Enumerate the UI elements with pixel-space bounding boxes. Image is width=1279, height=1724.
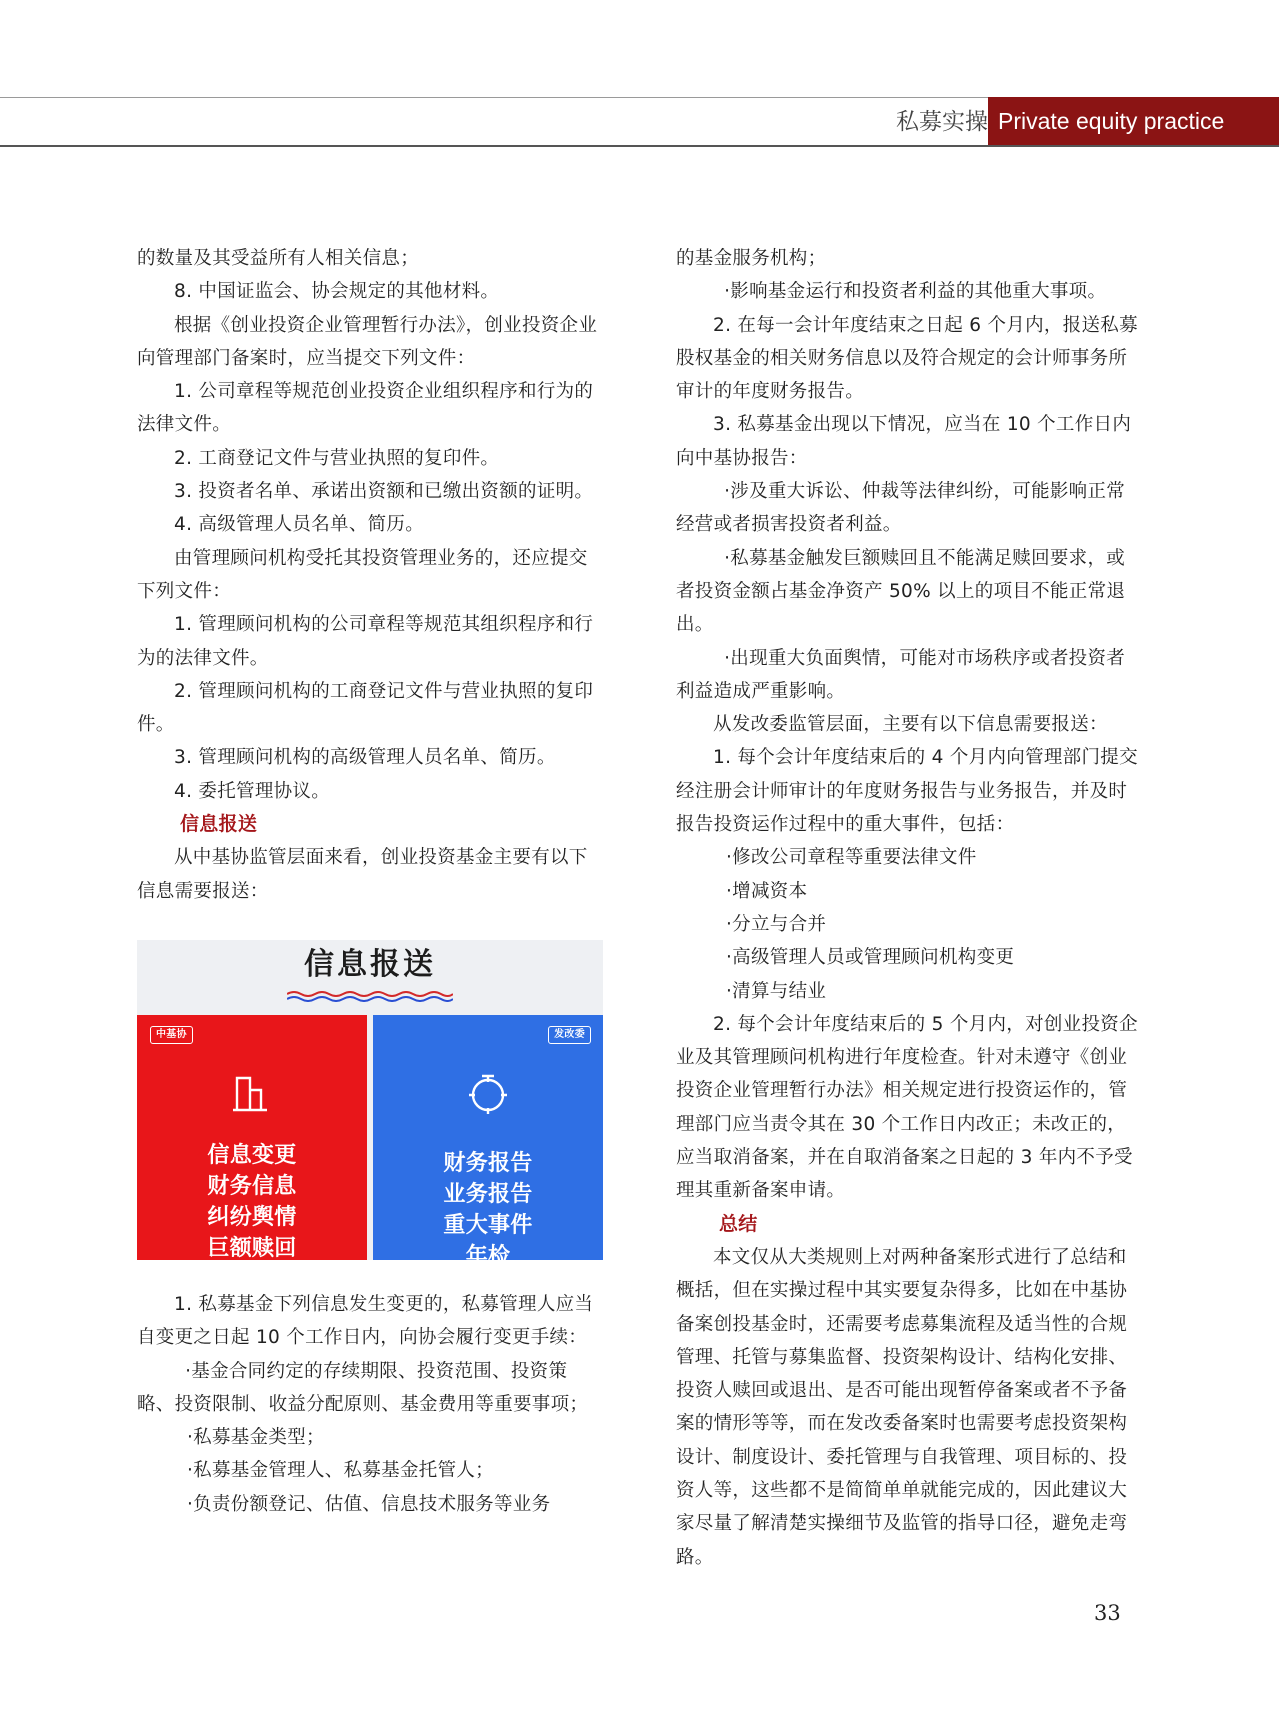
bullet-item: ·影响基金运行和投资者利益的其他重大事项。	[724, 281, 1107, 303]
paragraph: 从中基协监管层面来看，创业投资基金主要有以下信息需要报送：	[137, 847, 588, 902]
paragraph: 本文仅从大类规则上对两种备案形式进行了总结和概括，但在实操过程中其实要复杂得多，比如在中基协备案创投基金时，还需要考虑募集流程及适当性的合规管理、托管与募集监督、投资架构设计、结构化安排、投资人赎回或退出、是否可能出现暂停备案或者不予备案的情形等等，而在发改委备案时也需要考虑投资架构设计、制度设计、委托管理与自我管理、项目标的、投资人等，这些都不是简简单单就能完成的，因此建议大家尽量了解清楚实操细节及监管的指导口径，避免走弯路。	[676, 1246, 1128, 1568]
panel-tag-ndrc: 发改委	[548, 1026, 591, 1044]
bullet-item: ·出现重大负面舆情，可能对市场秩序或者投资者利益造成严重影响。	[676, 647, 1126, 702]
panel-amac-item: 信息变更	[207, 1142, 297, 1168]
paragraph: 的数量及其受益所有人相关信息；	[137, 248, 420, 269]
paragraph: 由管理顾问机构受托其投资管理业务的，还应提交下列文件：	[137, 547, 588, 602]
paragraph: 2. 工商登记文件与营业执照的复印件。	[174, 447, 500, 469]
left-intro-paragraphs	[137, 242, 604, 808]
figure-title: 信息报送	[304, 946, 436, 982]
wavy-underline-icon	[287, 990, 453, 1002]
panel-tag-amac: 中基协	[150, 1026, 193, 1044]
panel-amac	[137, 1015, 367, 1260]
paragraph: 2. 管理顾问机构的工商登记文件与营业执照的复印件。	[137, 680, 594, 736]
header-bottom-rule	[0, 145, 1279, 147]
paragraph: 4. 高级管理人员名单、简历。	[174, 514, 425, 536]
right-before-heading-paragraphs	[676, 242, 1143, 1208]
section-heading-info-reporting: 信息报送	[180, 813, 258, 836]
paragraph: 从发改委监管层面，主要有以下信息需要报送：	[713, 714, 1108, 736]
section-heading-summary: 总结	[719, 1212, 758, 1235]
building-icon	[228, 1070, 276, 1118]
paragraph: 1. 私募基金下列信息发生变更的，私募管理人应当自变更之日起 10 个工作日内，向协会履行变更手续：	[137, 1293, 594, 1349]
paragraph: 2. 每个会计年度结束后的 5 个月内，对创业投资企业及其管理顾问机构进行年度检查。针对未遵守《创业投资企业管理暂行办法》相关规定进行投资运作的，管理部门应当责令其在 30 个工作日内改正；未改正的，应当取消备案，并在自取消备案之日起的 3 年内不予受理其重新备案申请。	[676, 1013, 1138, 1202]
header-section-en: Private equity practice	[998, 108, 1225, 134]
panel-amac-item: 巨额赎回	[207, 1235, 297, 1261]
bullet-item: ·修改公司章程等重要法律文件	[726, 847, 977, 869]
header-section-cn: 私募实操	[896, 109, 988, 135]
bullet-item: ·私募基金管理人、私募基金托管人；	[187, 1460, 494, 1482]
panel-amac-item: 纠纷舆情	[207, 1204, 297, 1230]
bullet-item: ·私募基金触发巨额赎回且不能满足赎回要求，或者投资金额占基金净资产 50% 以上的项目不能正常退出。	[676, 547, 1126, 636]
header-section-band	[988, 97, 1279, 146]
panel-ndrc-item: 重大事件	[443, 1212, 533, 1238]
bullet-item: ·分立与合并	[726, 913, 827, 935]
panel-ndrc-item: 年检	[465, 1243, 511, 1269]
bullet-item: ·增减资本	[726, 880, 808, 902]
paragraph: 根据《创业投资企业管理暂行办法》，创业投资企业向管理部门备案时，应当提交下列文件：	[137, 314, 598, 369]
bullet-item: ·负责份额登记、估值、信息技术服务等业务	[187, 1493, 551, 1515]
panel-amac-items	[137, 1140, 367, 1264]
paragraph: 1. 每个会计年度结束后的 4 个月内向管理部门提交经注册会计师审计的年度财务报告与业务报告，并及时报告投资运作过程中的重大事件，包括：	[676, 747, 1138, 836]
panel-ndrc-items	[373, 1148, 603, 1272]
bullet-item: ·基金合同约定的存续期限、投资范围、投资策略、投资限制、收益分配原则、基金费用等重要事项；	[137, 1360, 589, 1415]
right-column	[676, 242, 1143, 1574]
paragraph: 4. 委托管理协议。	[174, 780, 331, 802]
left-after-figure-paragraphs	[137, 1288, 604, 1521]
bullet-item: ·高级管理人员或管理顾问机构变更	[726, 947, 1015, 969]
panel-ndrc	[373, 1015, 603, 1269]
right-after-heading-paragraphs	[676, 1241, 1143, 1574]
bullet-item: ·清算与结业	[726, 980, 827, 1002]
paragraph: 3. 管理顾问机构的高级管理人员名单、简历。	[174, 747, 556, 769]
left-column	[137, 242, 604, 1521]
panel-ndrc-item: 财务报告	[443, 1150, 533, 1176]
paragraph: 3. 私募基金出现以下情况，应当在 10 个工作日内向中基协报告：	[676, 414, 1132, 469]
bullet-item: ·涉及重大诉讼、仲裁等法律纠纷，可能影响正常经营或者损害投资者利益。	[676, 481, 1126, 536]
paragraph: 3. 投资者名单、承诺出资额和已缴出资额的证明。	[174, 481, 594, 503]
page-number: 33	[1094, 1601, 1121, 1625]
bullet-item: ·私募基金类型；	[187, 1427, 325, 1449]
panel-ndrc-item: 业务报告	[443, 1181, 533, 1207]
paragraph: 8. 中国证监会、协会规定的其他材料。	[174, 281, 500, 303]
target-icon	[464, 1070, 512, 1118]
paragraph: 2. 在每一会计年度结束之日起 6 个月内，报送私募股权基金的相关财务信息以及符合规定的会计师事务所审计的年度财务报告。	[676, 314, 1138, 403]
paragraph: 1. 公司章程等规范创业投资企业组织程序和行为的法律文件。	[137, 381, 594, 436]
info-reporting-figure	[137, 940, 603, 1269]
panel-amac-item: 财务信息	[207, 1173, 297, 1199]
paragraph: 的基金服务机构；	[676, 248, 827, 269]
paragraph: 1. 管理顾问机构的公司章程等规范其组织程序和行为的法律文件。	[137, 614, 594, 669]
